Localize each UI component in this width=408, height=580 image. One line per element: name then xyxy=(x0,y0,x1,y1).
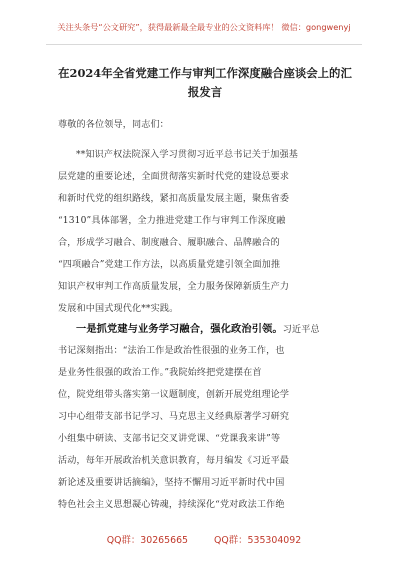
paragraph-line: 位，院党组带头落实第一议题制度，创新开展党组理论学 xyxy=(58,390,290,400)
paragraph-line: 特色社会主义思想凝心铸魂，持续深化“党对政法工作绝 xyxy=(58,500,285,510)
paragraph-line: 知识产权审判工作高质量发展，全力服务保障新质生产力 xyxy=(58,282,290,292)
paragraph-1 xyxy=(58,144,354,320)
paragraph-2 xyxy=(58,318,354,516)
paragraph-first-line xyxy=(58,318,354,340)
paragraph-line: 发展和中国式现代化**实践。 xyxy=(58,304,179,314)
title-line: 报发言 xyxy=(187,85,223,99)
paragraph-line: 新论述及重要讲话摘编》，坚持不懈用习近平新时代中国 xyxy=(58,478,285,488)
paragraph-line: 层党建的重要论述，全面贯彻落实新时代党的建设总要求 xyxy=(58,172,290,182)
salutation-text: 尊敬的各位领导，同志们： xyxy=(58,120,169,130)
footer xyxy=(0,532,408,546)
header-divider xyxy=(46,44,362,45)
document-title xyxy=(46,64,364,102)
paragraph-line: 和新时代党的组织路线，紧扣高质量发展主题，聚焦省委 xyxy=(58,194,290,204)
qq-group-2: QQ群：535304092 xyxy=(214,535,302,546)
paragraph-line: 小组集中研读、支部书记交叉讲党课、“党课我来讲”等 xyxy=(58,434,281,444)
paragraph-lead: 一是抓党建与业务学习融合，强化政治引领。 xyxy=(76,323,283,335)
paragraph-line: “四项融合”党建工作方法，以高质量党建引领全面加推 xyxy=(58,260,281,270)
paragraph-line: 合，形成学习融合、制度融合、履职融合、品牌融合的 xyxy=(58,238,280,248)
paragraph-lead-rest: 习近平总 xyxy=(282,325,320,335)
header-banner: 关注头条号“公文研究”，获得最新最全最专业的公文资料库！ 微信：gongwenyj xyxy=(57,22,351,32)
paragraph-line: 是业务性很强的政治工作。”我院始终把党建摆在首 xyxy=(58,368,262,378)
salutation xyxy=(58,114,354,136)
paragraph-line: 书记深刻指出：“法治工作是政治性很强的业务工作，也 xyxy=(58,346,285,356)
paragraph-line: 习中心组带支部书记学习、马克思主义经典原著学习研究 xyxy=(58,412,290,422)
paragraph-line: 活动，每年开展政治机关意识教育，每月编发《习近平最 xyxy=(58,456,290,466)
qq-group-1: QQ群：30265665 xyxy=(106,535,189,546)
paragraph-line: **知识产权法院深入学习贯彻习近平总书记关于加强基 xyxy=(76,150,299,160)
paragraph-line: “1310”具体部署，全力推进党建工作与审判工作深度融 xyxy=(58,216,286,226)
title-line: 在2024年全省党建工作与审判工作深度融合座谈会上的汇 xyxy=(58,66,352,80)
